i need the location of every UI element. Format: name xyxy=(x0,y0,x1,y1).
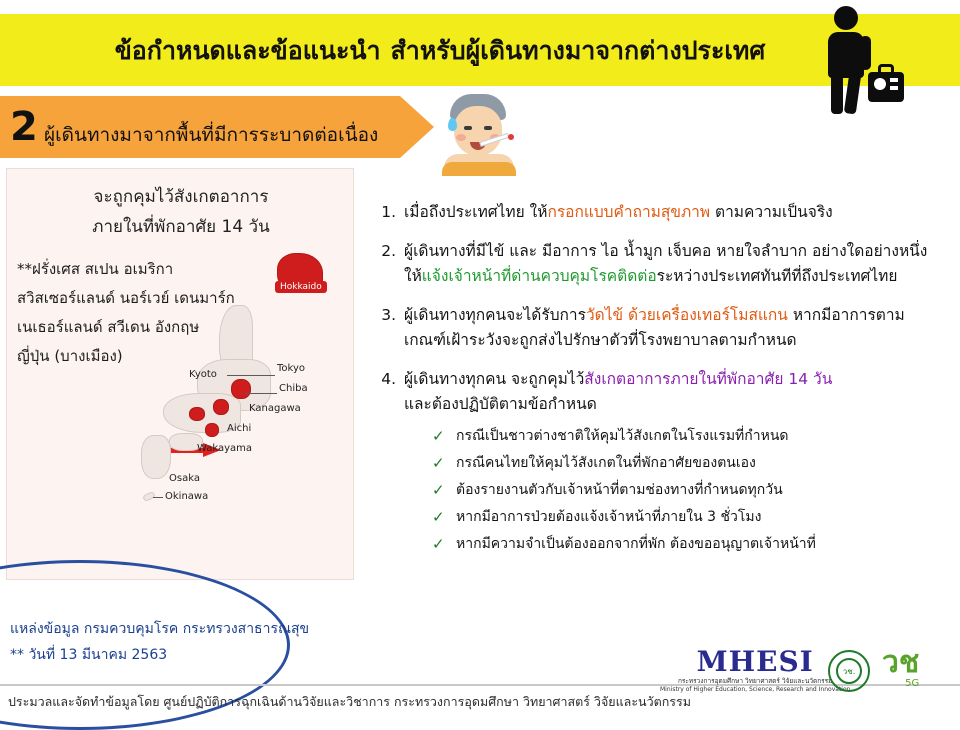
list-item xyxy=(374,239,954,289)
page-title xyxy=(60,26,820,76)
map-label-kanagawa: Kanagawa xyxy=(249,403,301,414)
list-item-text: เมื่อถึงประเทศไทย ให้ xyxy=(404,203,548,221)
checklist-text: ต้องรายงานตัวกับเจ้าหน้าที่ตามช่องทางที่กำหนดทุกวัน xyxy=(456,482,783,498)
country-line: สวิสเซอร์แลนด์ นอร์เวย์ เดนมาร์ก xyxy=(17,289,235,307)
list-item-highlight: แจ้งเจ้าหน้าที่ด่านควบคุมโรคติดต่อ xyxy=(421,267,657,285)
list-item-text: และต้องปฏิบัติตามข้อกำหนด xyxy=(404,395,597,413)
step-banner-arrow-tip xyxy=(400,96,434,158)
country-line: **ฝรั่งเศส สเปน อเมริกา xyxy=(17,260,174,278)
list-item-text: เกณฑ์เฝ้าระวังจะถูกส่งไปรักษาตัวที่โรงพยาบาลตามกำหนด xyxy=(404,331,797,349)
left-heading-line1: จะถูกคุมไว้สังเกตอาการ xyxy=(93,187,269,207)
list-item-text: ตามความเป็นจริง xyxy=(710,203,833,221)
traveler-with-luggage-icon xyxy=(818,6,908,116)
checklist xyxy=(432,423,954,558)
list-item xyxy=(374,367,954,558)
step-number: 2 xyxy=(10,104,38,150)
map-label-osaka: Osaka xyxy=(169,473,200,484)
check-mark-icon: ✓ xyxy=(432,508,445,526)
map-label-aichi: Aichi xyxy=(227,423,252,434)
list-item-number: 2. xyxy=(381,242,396,260)
checklist-text: หากมีความจำเป็นต้องออกจากที่พัก ต้องขออนุญาตเจ้าหน้าที่ xyxy=(456,536,816,552)
list-item xyxy=(432,423,954,450)
list-item-number: 1. xyxy=(381,203,396,221)
country-line: เนเธอร์แลนด์ สวีเดน อังกฤษ xyxy=(17,318,200,336)
source-line-2: ** วันที่ 13 มีนาคม 2563 xyxy=(10,647,168,663)
check-mark-icon: ✓ xyxy=(432,481,445,499)
list-item-text: ผู้เดินทางที่มีไข้ และ มีอาการ ไอ น้ำมูก เจ็บคอ หายใจลำบาก อย่างใดอย่างหนึ่ง xyxy=(404,242,928,260)
checklist-text: กรณีเป็นชาวต่างชาติให้คุมไว้สังเกตในโรงแรมที่กำหนด xyxy=(456,428,789,444)
map-label-chiba: Chiba xyxy=(279,383,308,394)
list-item xyxy=(432,504,954,531)
five-g-logo xyxy=(882,645,920,689)
checklist-text: หากมีอาการป่วยต้องแจ้งเจ้าหน้าที่ภายใน 3 ชั่วโมง xyxy=(456,509,762,525)
mhesi-logo-text: MHESI xyxy=(696,645,814,678)
list-item-highlight: กรอกแบบคำถามสุขภาพ xyxy=(547,203,711,221)
logo-group xyxy=(660,645,950,698)
nrct-logo-text: วช. xyxy=(836,658,862,684)
japan-map xyxy=(127,247,349,567)
requirements-list xyxy=(374,200,954,572)
left-heading-line2: ภายในที่พักอาศัย 14 วัน xyxy=(92,217,270,237)
footer-note: ประมวลและจัดทำข้อมูลโดย ศูนย์ปฏิบัติการฉุกเฉินด้านวิจัยและวิชาการ กระทรวงการอุดมศึกษา วิทยาศาสตร์ วิจัยและนวัตกรรม xyxy=(8,694,691,709)
mhesi-logo-subtitle-th: กระทรวงการอุดมศึกษา วิทยาศาสตร์ วิจัยและนวัตกรรม xyxy=(677,677,833,685)
list-item-text: ให้ xyxy=(404,267,422,285)
map-label-hokkaido: Hokkaido xyxy=(275,281,327,293)
list-item-highlight: สังเกตอาการภายในที่พักอาศัย 14 วัน xyxy=(584,370,833,388)
five-g-logo-sub: 5G xyxy=(905,678,920,689)
check-mark-icon: ✓ xyxy=(432,427,445,445)
map-label-tokyo: Tokyo xyxy=(277,363,305,374)
five-g-logo-mark: วช xyxy=(882,645,920,680)
sick-person-with-thermometer-icon xyxy=(436,92,526,174)
list-item xyxy=(374,303,954,353)
left-info-card xyxy=(6,168,354,580)
list-item-text: ผู้เดินทางทุกคนจะได้รับการ xyxy=(404,306,586,324)
mhesi-logo xyxy=(660,645,851,693)
nrct-logo xyxy=(828,650,870,692)
checklist-text: กรณีคนไทยให้คุมไว้สังเกตในที่พักอาศัยของตนเอง xyxy=(456,455,756,471)
list-item-highlight: วัดไข้ ด้วยเครื่องเทอร์โมสแกน xyxy=(585,306,788,324)
map-label-okinawa: Okinawa xyxy=(165,491,209,502)
page-title-part1: ข้อกำหนดและข้อแนะนำ xyxy=(114,36,381,65)
list-item-text: ผู้เดินทางทุกคน จะถูกคุมไว้ xyxy=(404,370,585,388)
list-item xyxy=(432,477,954,504)
list-item xyxy=(432,450,954,477)
check-mark-icon: ✓ xyxy=(432,454,445,472)
step-label: ผู้เดินทางมาจากพื้นที่มีการระบาดต่อเนื่อง xyxy=(44,124,379,146)
map-label-wakayama: Wakayama xyxy=(197,443,253,454)
page-title-part2: สำหรับผู้เดินทางมาจากต่างประเทศ xyxy=(390,36,766,65)
map-label-kyoto: Kyoto xyxy=(189,369,217,380)
check-mark-icon: ✓ xyxy=(432,535,445,553)
list-item-text: ระหว่างประเทศทันทีที่ถึงประเทศไทย xyxy=(656,267,898,285)
list-item xyxy=(432,531,954,558)
list-item-number: 3. xyxy=(381,306,396,324)
source-line-1: แหล่งข้อมูล กรมควบคุมโรค กระทรวงสาธารณสุข xyxy=(10,621,310,637)
list-item-text: หากมีอาการตาม xyxy=(787,306,905,324)
list-item xyxy=(374,200,954,225)
country-line: ญี่ปุ่น (บางเมือง) xyxy=(17,347,123,365)
list-item-number: 4. xyxy=(381,370,396,388)
mhesi-logo-subtitle-en: Ministry of Higher Education, Science, Research and Innovation xyxy=(660,686,851,693)
